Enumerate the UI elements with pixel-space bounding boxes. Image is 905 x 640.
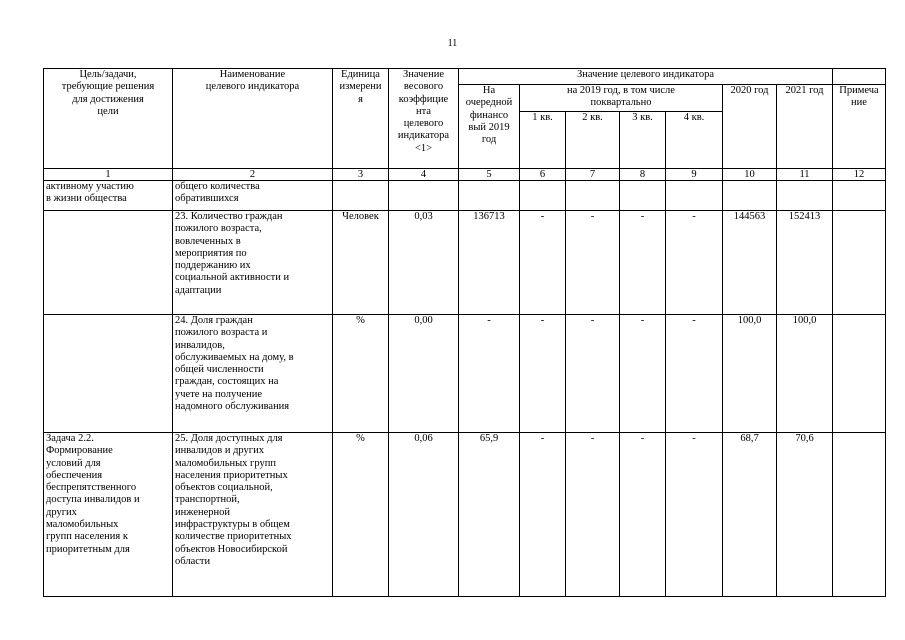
column-number: 1 — [44, 169, 173, 181]
q1-cell: - — [520, 211, 566, 315]
indicator-name-cell: 23. Количество граждан пожилого возраста, вовлеченных в мероприятия по поддержанию их социальной активности и адаптации — [173, 211, 333, 315]
fy2019-cell — [459, 181, 520, 211]
header-note: Примеча ние — [833, 85, 886, 169]
header-weight: Значение весового коэффицие нта целевого индикатора <1> — [389, 69, 459, 169]
goal-cell — [44, 211, 173, 315]
column-number: 3 — [333, 169, 389, 181]
target-indicators-table — [43, 68, 886, 597]
y2020-cell: 68,7 — [723, 433, 777, 597]
weight-cell: 0,00 — [389, 315, 459, 433]
note-cell — [833, 181, 886, 211]
goal-cell — [44, 315, 173, 433]
q2-cell: - — [566, 315, 620, 433]
weight-cell — [389, 181, 459, 211]
header-2019-quarterly: на 2019 год, в том числе поквартально — [520, 85, 723, 112]
y2021-cell: 70,6 — [777, 433, 833, 597]
column-number: 11 — [777, 169, 833, 181]
note-cell — [833, 433, 886, 597]
unit-cell: % — [333, 433, 389, 597]
q1-cell: - — [520, 315, 566, 433]
q2-cell: - — [566, 433, 620, 597]
y2020-cell: 144563 — [723, 211, 777, 315]
weight-cell: 0,06 — [389, 433, 459, 597]
goal-cell: Задача 2.2. Формирование условий для обеспечения беспрепятственного доступа инвалидов и других маломобильных групп населения к приоритетным для — [44, 433, 173, 597]
column-number-row — [44, 169, 886, 181]
header-2020: 2020 год — [723, 85, 777, 169]
column-number: 4 — [389, 169, 459, 181]
header-unit: Единица измерени я — [333, 69, 389, 169]
fy2019-cell: - — [459, 315, 520, 433]
weight-cell: 0,03 — [389, 211, 459, 315]
q4-cell: - — [666, 433, 723, 597]
column-number: 12 — [833, 169, 886, 181]
column-number: 9 — [666, 169, 723, 181]
y2020-cell: 100,0 — [723, 315, 777, 433]
q3-cell: - — [620, 433, 666, 597]
column-number: 10 — [723, 169, 777, 181]
table-row — [44, 315, 886, 433]
header-q4: 4 кв. — [666, 112, 723, 169]
q2-cell — [566, 181, 620, 211]
q4-cell: - — [666, 315, 723, 433]
column-number: 8 — [620, 169, 666, 181]
header-target-value: Значение целевого индикатора — [459, 69, 833, 85]
note-cell — [833, 315, 886, 433]
goal-cell: активному участию в жизни общества — [44, 181, 173, 211]
column-number: 2 — [173, 169, 333, 181]
y2020-cell — [723, 181, 777, 211]
unit-cell: % — [333, 315, 389, 433]
q4-cell — [666, 181, 723, 211]
column-number: 5 — [459, 169, 520, 181]
q4-cell: - — [666, 211, 723, 315]
indicator-name-cell: 25. Доля доступных для инвалидов и других маломобильных групп населения приоритетных объектов социальной, транспортной, инженерной инфраструктуры в общем количестве приоритетных объектов Новосибирской области — [173, 433, 333, 597]
q1-cell — [520, 181, 566, 211]
header-q3: 3 кв. — [620, 112, 666, 169]
header-q2: 2 кв. — [566, 112, 620, 169]
q3-cell: - — [620, 315, 666, 433]
unit-cell: Человек — [333, 211, 389, 315]
y2021-cell: 152413 — [777, 211, 833, 315]
indicator-name-cell: общего количества обратившихся — [173, 181, 333, 211]
column-number: 7 — [566, 169, 620, 181]
note-cell — [833, 211, 886, 315]
header-indicator-name: Наименование целевого индикатора — [173, 69, 333, 169]
table-row — [44, 211, 886, 315]
table-row — [44, 181, 886, 211]
indicator-name-cell: 24. Доля граждан пожилого возраста и инвалидов, обслуживаемых на дому, в общей численности граждан, состоящих на учете на получение надомного обслуживания — [173, 315, 333, 433]
q3-cell — [620, 181, 666, 211]
page-number: 11 — [447, 38, 458, 49]
y2021-cell — [777, 181, 833, 211]
table-row — [44, 433, 886, 597]
unit-cell — [333, 181, 389, 211]
column-number: 6 — [520, 169, 566, 181]
header-fy2019: На очередной финансо вый 2019 год — [459, 85, 520, 169]
q3-cell: - — [620, 211, 666, 315]
q1-cell: - — [520, 433, 566, 597]
header-goal: Цель/задачи, требующие решения для достижения цели — [44, 69, 173, 169]
y2021-cell: 100,0 — [777, 315, 833, 433]
q2-cell: - — [566, 211, 620, 315]
fy2019-cell: 136713 — [459, 211, 520, 315]
header-2021: 2021 год — [777, 85, 833, 169]
header-blank — [833, 69, 886, 85]
fy2019-cell: 65,9 — [459, 433, 520, 597]
header-q1: 1 кв. — [520, 112, 566, 169]
